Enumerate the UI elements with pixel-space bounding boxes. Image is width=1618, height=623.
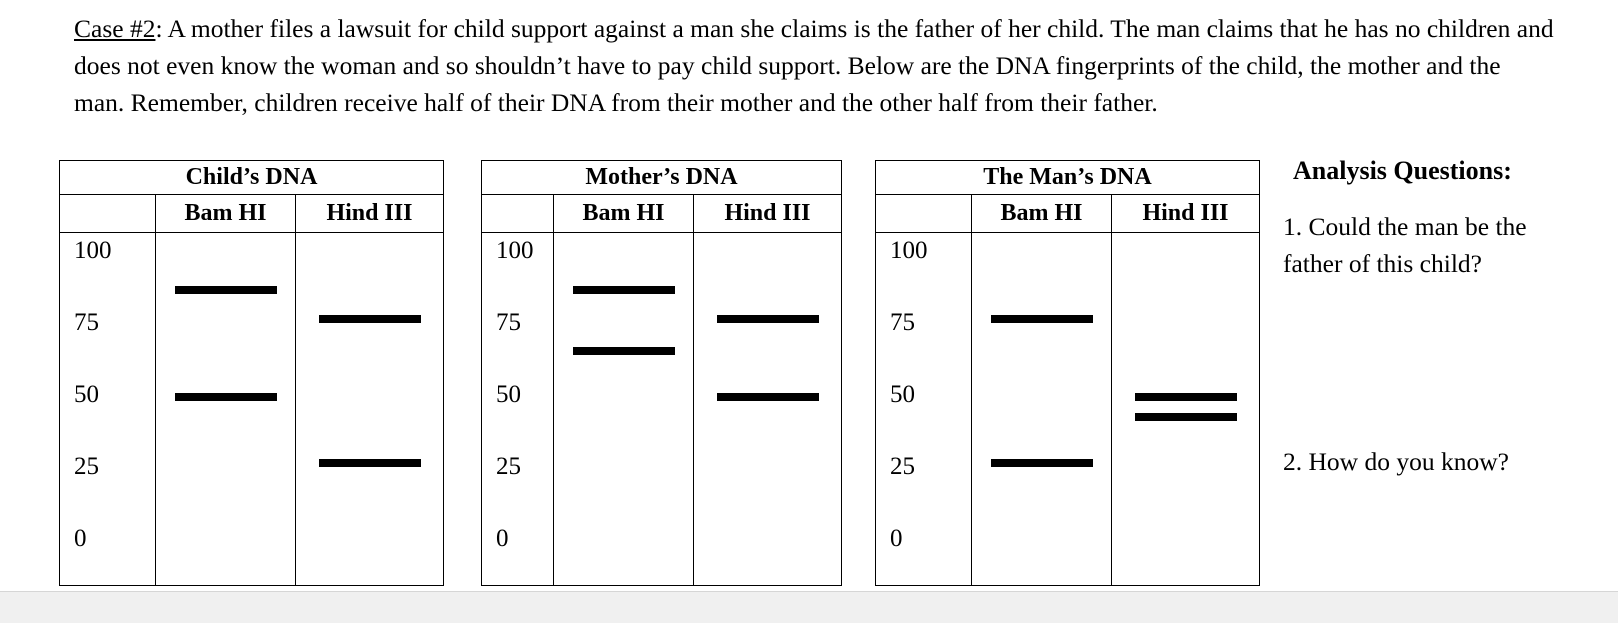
dna-band	[717, 393, 819, 401]
lane-bam-hi	[554, 233, 693, 585]
dna-band	[1135, 413, 1237, 421]
gel-mother	[481, 160, 842, 586]
size-scale	[482, 233, 553, 585]
size-scale	[876, 233, 971, 585]
dna-band	[991, 459, 1093, 467]
dna-band	[1135, 393, 1237, 401]
gel-title: The Man’s DNA	[876, 161, 1260, 195]
scale-label-50: 50	[496, 381, 521, 408]
dna-band	[319, 459, 421, 467]
analysis-questions	[1283, 156, 1603, 476]
lane-bam-hi	[156, 233, 295, 585]
enzyme-hind-iii: Hind III	[1112, 195, 1260, 233]
corner-cell	[876, 195, 972, 233]
enzyme-hind-iii: Hind III	[694, 195, 842, 233]
scale-label-75: 75	[496, 309, 521, 336]
scale-label-75: 75	[890, 309, 915, 336]
question-2: 2. How do you know?	[1283, 447, 1509, 476]
scale-label-0: 0	[74, 525, 87, 552]
bottom-bar	[0, 591, 1618, 623]
scale-label-0: 0	[496, 525, 509, 552]
enzyme-bam-hi: Bam HI	[156, 195, 296, 233]
dna-band	[319, 315, 421, 323]
scale-label-25: 25	[890, 453, 915, 480]
lane-hind-iii	[1112, 233, 1259, 585]
scale-label-75: 75	[74, 309, 99, 336]
dna-band	[175, 393, 277, 401]
scale-label-0: 0	[890, 525, 903, 552]
case-description	[74, 10, 1554, 121]
questions-heading: Analysis Questions:	[1293, 156, 1512, 185]
scale-label-50: 50	[890, 381, 915, 408]
size-scale	[60, 233, 155, 585]
gel-title: Child’s DNA	[60, 161, 444, 195]
scale-label-25: 25	[496, 453, 521, 480]
enzyme-bam-hi: Bam HI	[972, 195, 1112, 233]
enzyme-bam-hi: Bam HI	[554, 195, 694, 233]
scale-label-50: 50	[74, 381, 99, 408]
gel-child	[59, 160, 444, 586]
dna-band	[573, 347, 675, 355]
corner-cell	[482, 195, 554, 233]
scale-label-100: 100	[890, 237, 928, 264]
lane-bam-hi	[972, 233, 1111, 585]
case-label: Case #2	[74, 14, 156, 43]
scale-label-100: 100	[74, 237, 112, 264]
gel-title: Mother’s DNA	[482, 161, 842, 195]
gel-man	[875, 160, 1260, 586]
dna-band	[717, 315, 819, 323]
dna-band	[175, 286, 277, 294]
case-body: : A mother files a lawsuit for child support against a man she claims is the father of her child. The man claims that he has no children and does not even know the woman and so shouldn’t have to pay child support. Below are the DNA fingerprints of the child, the mother and the man. Remember, children receive half of their DNA from their mother and the other half from their father.	[74, 14, 1554, 117]
lane-hind-iii	[296, 233, 443, 585]
dna-band	[991, 315, 1093, 323]
question-1: 1. Could the man be the father of this child?	[1283, 212, 1527, 278]
scale-label-25: 25	[74, 453, 99, 480]
dna-band	[573, 286, 675, 294]
enzyme-hind-iii: Hind III	[296, 195, 444, 233]
lane-hind-iii	[694, 233, 841, 585]
corner-cell	[60, 195, 156, 233]
scale-label-100: 100	[496, 237, 534, 264]
